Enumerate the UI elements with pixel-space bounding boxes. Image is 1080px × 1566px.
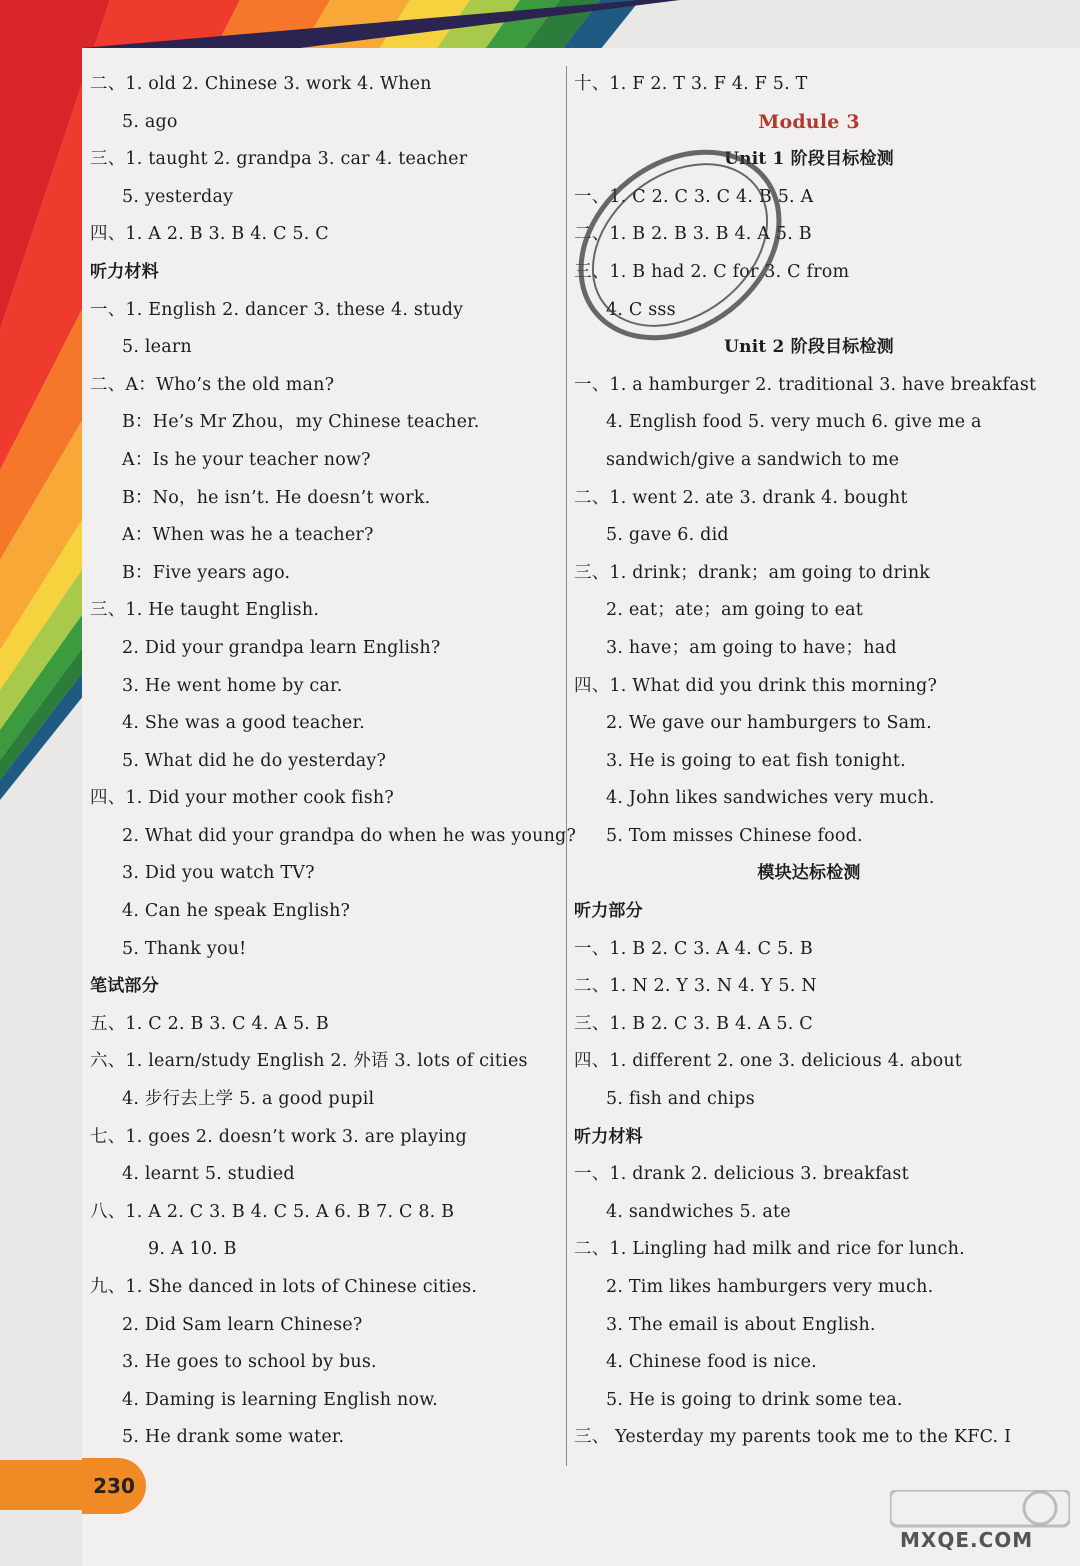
answer-line: 听力部分 — [574, 901, 643, 922]
answer-line: 4. sandwiches 5. ate — [606, 1201, 791, 1222]
answer-line: 5. yesterday — [122, 186, 234, 207]
answer-line: Unit 1 阶段目标检测 — [724, 149, 894, 170]
answer-line: 三、1. taught 2. grandpa 3. car 4. teacher — [90, 149, 468, 170]
answer-line: 二、1. Lingling had milk and rice for lunch. — [574, 1239, 965, 1260]
answer-line: 二、1. old 2. Chinese 3. work 4. When — [90, 74, 432, 94]
page-number: 230 — [82, 1458, 146, 1514]
answer-line: 笔试部分 — [90, 976, 159, 997]
answer-line: Unit 2 阶段目标检测 — [724, 337, 894, 358]
answer-line: 3. He went home by car. — [122, 675, 343, 696]
answer-line: 三、1. drink；drank；am going to drink — [574, 562, 931, 583]
answer-line: 5. gave 6. did — [606, 525, 729, 546]
page-number-tab-bar — [0, 1460, 82, 1510]
answer-line: A：Is he your teacher now? — [122, 449, 371, 470]
answer-line: 一、1. English 2. dancer 3. these 4. study — [90, 299, 464, 320]
answer-line: 四、1. Did your mother cook fish? — [90, 788, 394, 809]
answer-line: 四、1. What did you drink this morning? — [574, 675, 938, 696]
answer-line: 八、1. A 2. C 3. B 4. C 5. A 6. B 7. C 8. B — [90, 1201, 455, 1222]
answer-line: 三、 Yesterday my parents took me to the KFC. I — [574, 1427, 1012, 1448]
answer-line: 5. fish and chips — [606, 1089, 755, 1110]
answer-line: 2. What did your grandpa do when he was young? — [122, 825, 577, 846]
answer-line: 3. The email is about English. — [606, 1314, 876, 1335]
answer-line: 4. Can he speak English? — [122, 901, 351, 922]
answer-line: Module 3 — [758, 110, 860, 133]
answer-line: 三、1. B had 2. C for 3. C from — [574, 261, 850, 282]
answer-line: 七、1. goes 2. doesn’t work 3. are playing — [90, 1126, 467, 1147]
stamp-watermark — [565, 130, 795, 360]
answer-line: 2. Tim likes hamburgers very much. — [606, 1277, 934, 1297]
answer-line: 二、1. N 2. Y 3. N 4. Y 5. N — [574, 976, 817, 997]
answer-line: 4. C sss — [606, 299, 676, 320]
answer-line: B：No，he isn’t. He doesn’t work. — [122, 487, 431, 508]
answer-line: 三、1. He taught English. — [90, 600, 320, 621]
answer-line: 2. Did Sam learn Chinese? — [122, 1314, 363, 1335]
answer-line: 2. We gave our hamburgers to Sam. — [606, 713, 932, 734]
answer-line: 3. have；am going to have；had — [606, 637, 897, 658]
answer-line: 5. ago — [122, 111, 178, 132]
answer-line: 3. He goes to school by bus. — [122, 1352, 377, 1373]
answer-line: 听力材料 — [90, 261, 159, 282]
answer-line: 二、1. B 2. B 3. B 4. A 5. B — [574, 224, 812, 245]
answer-line: 5. Thank you! — [122, 938, 247, 959]
answer-line: 4. John likes sandwiches very much. — [606, 788, 935, 809]
answer-line: 听力材料 — [574, 1126, 643, 1147]
answer-line: 九、1. She danced in lots of Chinese cities. — [90, 1277, 478, 1297]
answer-line: 2. eat；ate；am going to eat — [606, 600, 864, 621]
answer-line: 4. learnt 5. studied — [122, 1164, 295, 1185]
answer-line: 4. Daming is learning English now. — [122, 1389, 439, 1410]
answer-line: B：He’s Mr Zhou，my Chinese teacher. — [122, 412, 480, 433]
answer-line: 5. What did he do yesterday? — [122, 750, 387, 771]
answer-line: 3. He is going to eat fish tonight. — [606, 750, 906, 771]
answer-line: 4. Chinese food is nice. — [606, 1352, 817, 1373]
answer-line: 一、1. B 2. C 3. A 4. C 5. B — [574, 938, 813, 959]
answer-line: 5. learn — [122, 337, 192, 358]
answer-line: 六、1. learn/study English 2. 外语 3. lots of cities — [90, 1051, 528, 1072]
answer-line: 5. Tom misses Chinese food. — [606, 825, 863, 846]
answer-line: sandwich/give a sandwich to me — [606, 449, 900, 470]
answer-line: 模块达标检测 — [757, 863, 861, 884]
answer-line: 5. He drank some water. — [122, 1427, 345, 1448]
answer-line: 4. 步行去上学 5. a good pupil — [122, 1089, 375, 1110]
answer-line: B：Five years ago. — [122, 562, 291, 583]
watermark-text: MXQE.COM — [900, 1528, 1034, 1552]
answer-line: 一、1. a hamburger 2. traditional 3. have breakfast — [574, 374, 1037, 395]
answer-line: 四、1. different 2. one 3. delicious 4. about — [574, 1051, 963, 1072]
answer-line: 一、1. C 2. C 3. C 4. B 5. A — [574, 186, 814, 207]
left-column — [90, 66, 577, 1457]
answer-line: 5. He is going to drink some tea. — [606, 1389, 903, 1410]
answer-line: 二、A：Who’s the old man? — [90, 374, 335, 395]
answer-line: 9. A 10. B — [148, 1239, 237, 1260]
answer-line: 3. Did you watch TV? — [122, 863, 315, 884]
answer-line: 二、1. went 2. ate 3. drank 4. bought — [574, 487, 908, 508]
answer-line: 五、1. C 2. B 3. C 4. A 5. B — [90, 1013, 329, 1034]
answer-line: 三、1. B 2. C 3. B 4. A 5. C — [574, 1013, 813, 1034]
answer-line: 四、1. A 2. B 3. B 4. C 5. C — [90, 224, 329, 245]
answer-line: 4. She was a good teacher. — [122, 713, 365, 734]
answer-line: 一、1. drank 2. delicious 3. breakfast — [574, 1164, 909, 1185]
answer-line: 2. Did your grandpa learn English? — [122, 637, 441, 658]
answer-line: A：When was he a teacher? — [122, 525, 374, 546]
answer-line: 4. English food 5. very much 6. give me a — [606, 412, 982, 433]
answer-line: 十、1. F 2. T 3. F 4. F 5. T — [574, 74, 808, 94]
